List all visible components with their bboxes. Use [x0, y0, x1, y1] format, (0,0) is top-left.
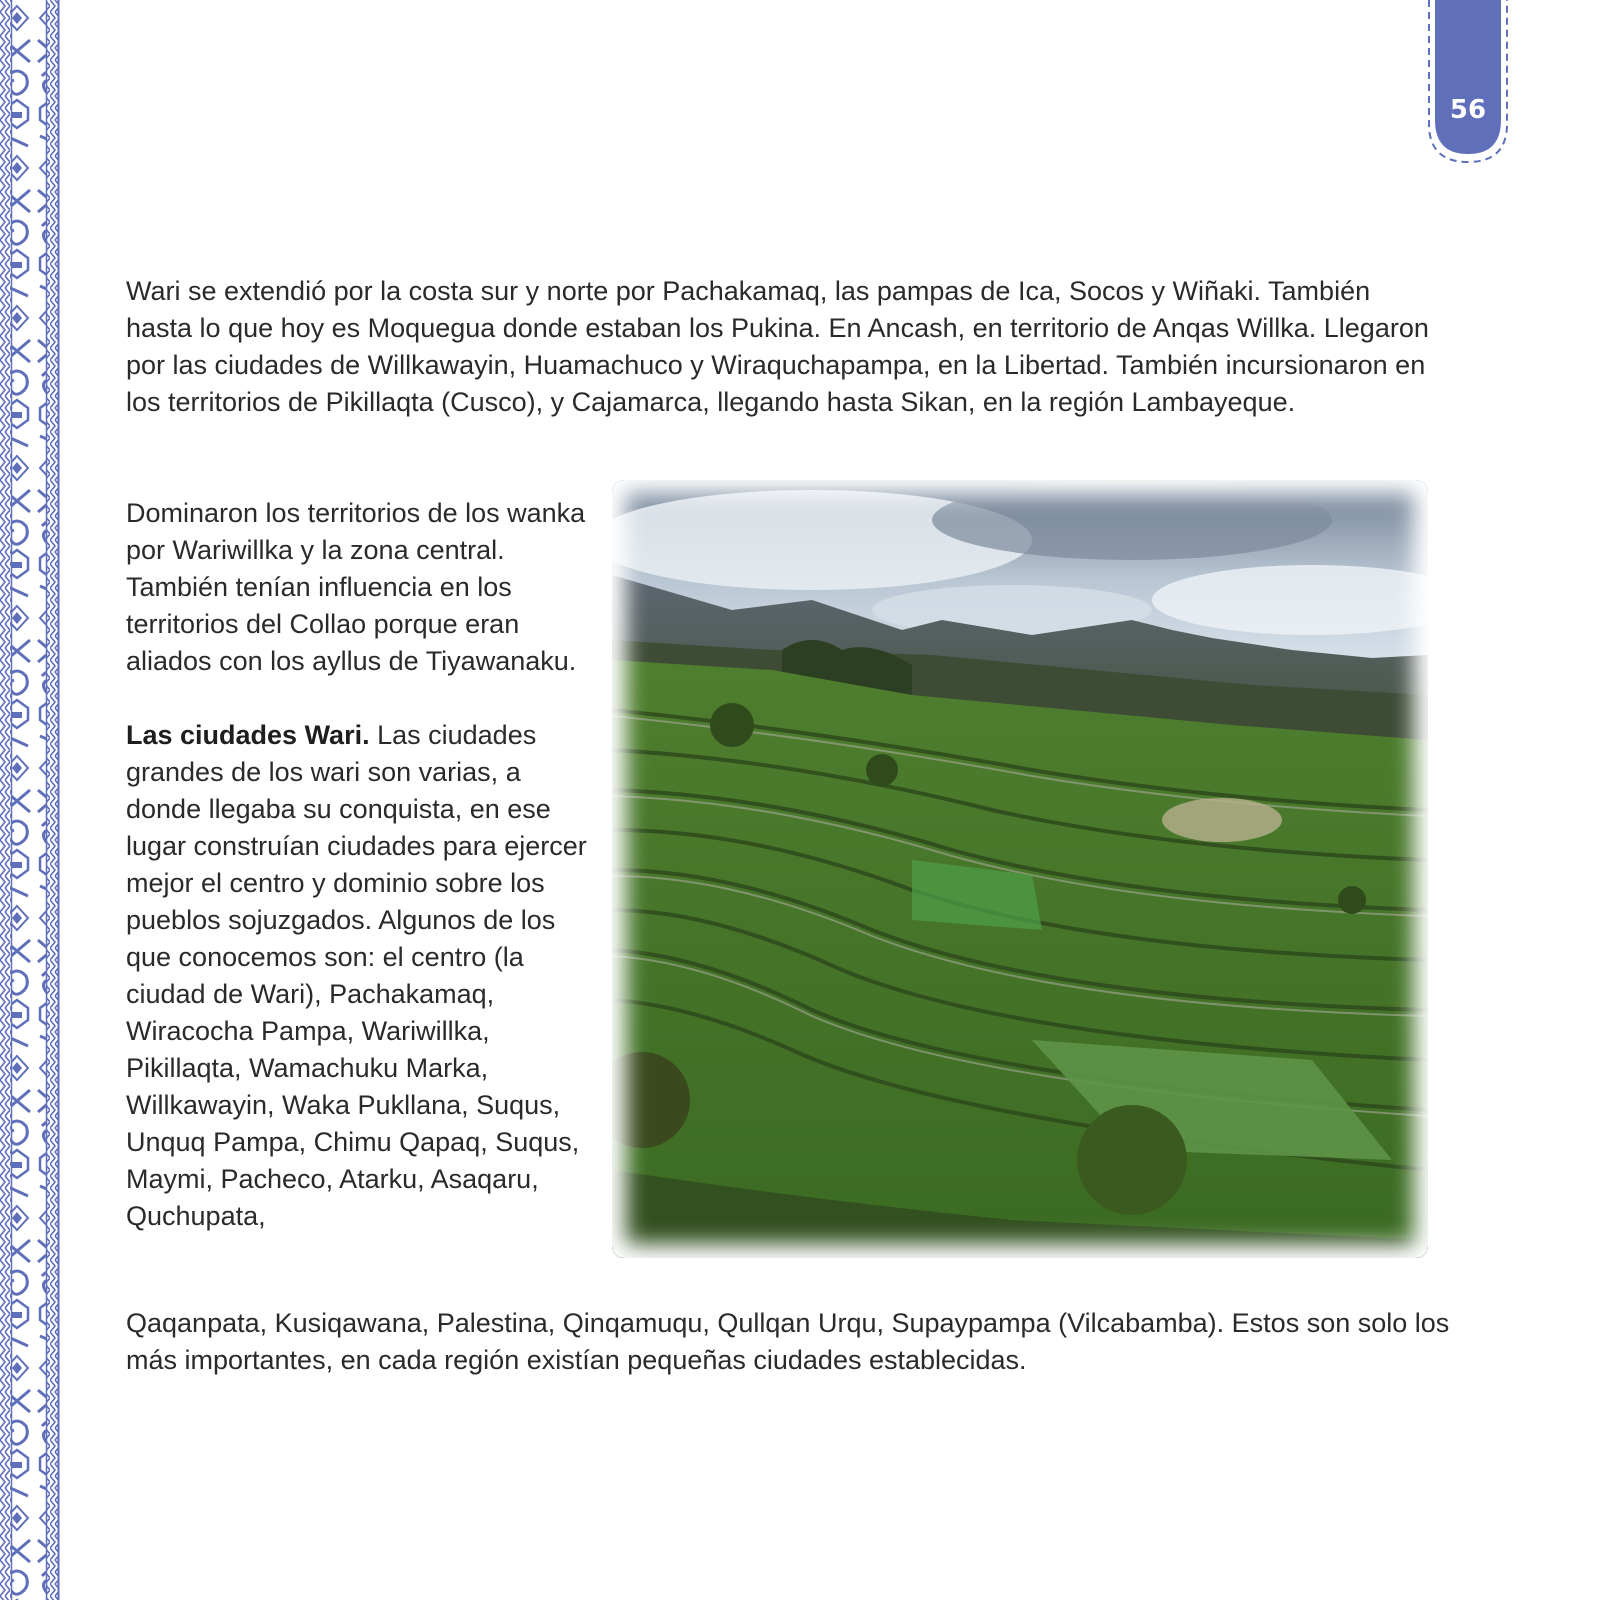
intro-paragraph: Wari se extendió por la costa sur y norte por Pachakamaq, las pampas de Ica, Socos y Wiñaki. También hasta lo que hoy es Moquegua donde estaban los Pukina. En Ancash, en territorio de Anqas Willka. Llegaron por las ciudades de Willkawayin, Huamachuco y Wiraquchapampa, en la Libertad. También incursionaron en los territorios de Pikillaqta (Cusco), y Cajamarca, llegando hasta Sikan, en la región Lambayeque.: [126, 276, 1429, 417]
page-number-tab: [1425, 0, 1511, 166]
left-column: [126, 495, 596, 1235]
page-number: 56: [1449, 95, 1487, 125]
page-tab-shape: [1425, 0, 1511, 166]
territories-paragraph: Dominaron los territorios de los wanka por Wariwillka y la zona central. También tenían influencia en los territorios del Collao porque eran aliados con los ayllus de Tiyawanaku.: [126, 498, 586, 676]
decorative-border: [0, 0, 66, 1600]
cities-paragraph: [126, 717, 596, 1235]
terraced-fields-photo: [612, 480, 1428, 1258]
cities-body: Las ciudades grandes de los wari son varias, a donde llegaba su conquista, en ese lugar construían ciudades para ejercer mejor el centro y dominio sobre los pueblos sojuzgados. Algunos de los que conocemos son: el centro (la ciudad de Wari), Pachakamaq, Wiracocha Pampa, Wariwillka, Pikillaqta, Wamachuku Marka, Willkawayin, Waka Pukllana, Suqus, Unquq Pampa, Chimu Qapaq, Suqus, Maymi, Pacheco, Atarku, Asaqaru, Quchupata,: [126, 720, 587, 1231]
landscape-illustration: [612, 480, 1428, 1258]
border-pattern: [0, 0, 66, 1600]
cities-heading: Las ciudades Wari.: [126, 720, 370, 750]
closing-paragraph: Qaqanpata, Kusiqawana, Palestina, Qinqamuqu, Qullqan Urqu, Supaypampa (Vilcabamba). Estos son solo los más importantes, en cada región existían pequeñas ciudades establecidas.: [126, 1308, 1450, 1375]
